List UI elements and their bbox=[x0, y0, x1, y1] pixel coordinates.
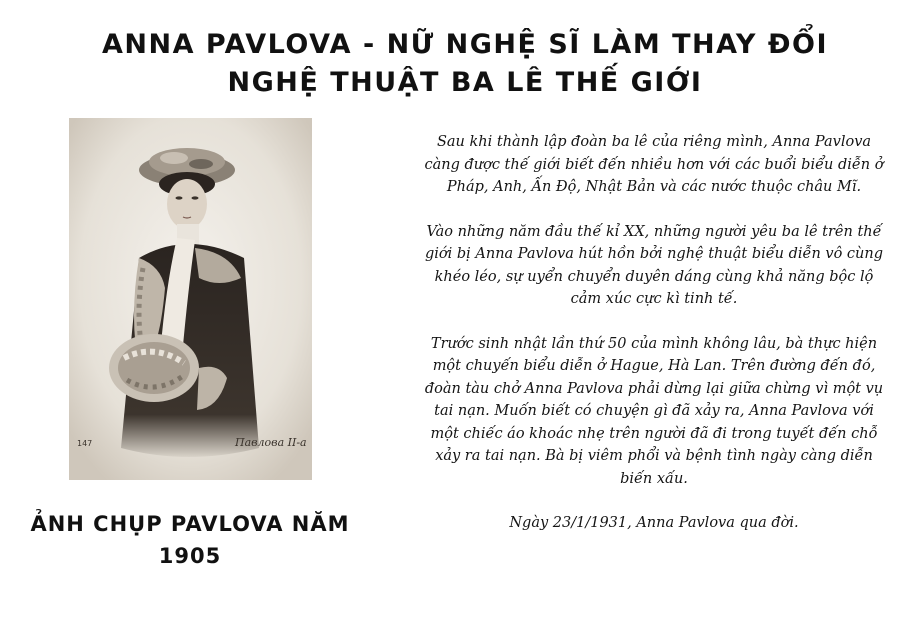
title-line-1: ANNA PAVLOVA - NỮ NGHỆ SĨ LÀM THAY ĐỔI bbox=[101, 29, 828, 60]
title-line-2: NGHỆ THUẬT BA LÊ THẾ GIỚI bbox=[227, 67, 703, 98]
paragraph: Trước sinh nhật lần thứ 50 của mình không lâu, bà thực hiện một chuyến biểu diễn ở Hague, Hà Lan. Trên đường đến đó, đoàn tàu chở Anna Pavlova phải dừng lại giữa chừng vì một vụ tai nạn. Muốn biết có chuyện gì đã xảy ra, Anna Pavlova với một chiếc áo khoác nhẹ trên người đã đi trong tuyết đến chỗ xảy ra tai nạn. Bà bị viêm phổi và bệnh tình ngày càng diễn biến xấu. bbox=[424, 335, 884, 487]
plate-number: 147 bbox=[77, 439, 93, 448]
portrait-illustration bbox=[69, 118, 312, 480]
paragraph: Sau khi thành lập đoàn ba lê của riêng mình, Anna Pavlova càng được thế giới biết đến nhiều hơn với các buổi biểu diễn ở Pháp, Anh, Ấn Độ, Nhật Bản và các nước thuộc châu Mĩ. bbox=[424, 134, 884, 195]
signature: Павлова II-а bbox=[235, 436, 307, 449]
paragraph: Vào những năm đầu thế kỉ XX, những người yêu ba lê trên thế giới bị Anna Pavlova hút hồn bởi nghệ thuật biểu diễn vô cùng khéo léo, sự uyển chuyển duyên dáng cùng khả năng bộc lộ cảm xúc cực kì tinh tế. bbox=[424, 223, 884, 307]
caption-line-1: ẢNH CHỤP PAVLOVA NĂM bbox=[30, 512, 350, 536]
portrait-photo bbox=[69, 118, 312, 480]
paragraph: Ngày 23/1/1931, Anna Pavlova qua đời. bbox=[509, 515, 799, 531]
photo-caption bbox=[20, 508, 360, 572]
article-body bbox=[420, 131, 888, 557]
page-title bbox=[0, 26, 900, 102]
caption-line-2: 1905 bbox=[158, 544, 222, 568]
